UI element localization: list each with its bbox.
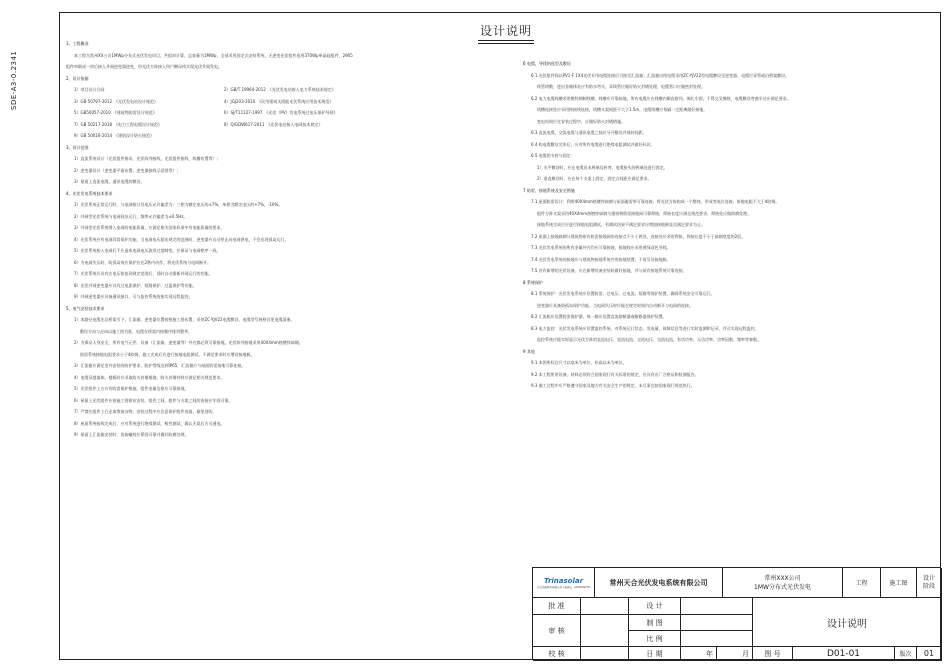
paragraph-line: 4）电缆穿越墙体、楼板时应采取防火封堵措施，防火封堵材料应满足相关规范要求。 (74, 374, 225, 380)
section-heading: 5、电气安装技术要求 (66, 305, 105, 311)
paragraph-line: 9）并网逆变器应具备通讯接口，可与监控系统连接实现远程监控。 (74, 294, 193, 299)
paragraph-line: 7）严禁在组件上行走或堆放杂物，安装过程中应注意保护组件表面，避免划伤。 (74, 409, 217, 414)
check-label: 校 核 (533, 647, 581, 661)
section-heading: 6 电缆、导线的选型及敷设 (523, 61, 571, 66)
paragraph-line: 7.1 屋面防雷设计：利用40X4mm热镀锌扁钢与屋面避雷带可靠连接，将光伏方阵构成一个整体，形成等电位连接，接地电阻不大于4欧姆。 (531, 199, 780, 204)
paragraph-line: 2）并网型光伏系统与电网同步运行，频率允许偏差为±0.5Hz。 (74, 213, 188, 219)
paragraph-line: 6.3 直流电缆、交流电缆与通讯电缆之间应分开敷设并保持间距。 (531, 130, 647, 135)
trina-logo: Trinasolar (543, 576, 584, 585)
paragraph-line: 本工程为常州XX公司1MWp分布式光伏发电项目，共组串计算，总容量为1MWp，全部采用固定式安装系统，无逆变光伏组件选用370Wp单晶硅组件，2905 (74, 52, 353, 58)
paragraph-line: 2）为保证人身安全，所有电气元件、设备（汇流箱、逆变器等）外壳都必须可靠接地。光伏阵列接地采用40X4mm热镀锌扁钢。 (74, 340, 303, 345)
approve-value (581, 598, 629, 615)
standard-item: 5）GB50057-2010 《建筑物防雷设计规范》 (74, 110, 157, 115)
design-stage-line2: 阶段 (922, 582, 935, 590)
paragraph-line: 3）屋面上直流电缆、通讯电缆的敷设。 (74, 179, 145, 184)
approve-label: 批 准 (533, 598, 581, 615)
paragraph-line: 6）为电网失压时，防孤岛效应保护应在2秒内动作，将光伏系统与电网断开。 (74, 259, 212, 265)
review-value (581, 615, 629, 647)
logo-subtitle: 天合光能股份有限公司 / 能源云 · AZQ0CN7TH (537, 585, 590, 589)
standard-row (66, 96, 476, 108)
client-cell (723, 568, 843, 598)
section-heading: 3、设计范围 (66, 144, 89, 150)
paragraph-line: 3）并网型光伏系统馈入电网的电能质量，应满足相关国家标准中对电能质量的要求。 (74, 225, 225, 230)
paragraph-line: 组件方阵支架采用40X4mm热镀锌扁钢与建筑物防雷接地网可靠焊接，焊接长度应满足规范要求，焊接处应做防腐处理。 (537, 210, 752, 216)
page-title: 设计说明 (478, 22, 534, 41)
paragraph-line: 7）光伏系统应具有在电压恢复到规定范围后，延时自动重新并网运行的功能。 (74, 271, 213, 276)
date-label: 日 期 (629, 647, 681, 661)
design-label: 设 计 (629, 598, 681, 615)
paragraph-line: 8.1 系统保护：光伏发电系统应设置防雷、过电压、过电流、短路等保护装置，确保系统安全可靠运行。 (531, 291, 715, 296)
paragraph-line: 6.4 构电缆敷设完毕后，应对所有电缆进行绝缘电阻测试并做好标识。 (531, 141, 655, 147)
left-column (66, 38, 476, 441)
title-block (532, 567, 941, 660)
draw-value (681, 615, 753, 631)
design-value (681, 598, 753, 615)
paragraph-line: 7.5 若有新增的光伏设备，应在新增设备安装时做好接地，并与原有接地系统可靠连接。 (531, 268, 687, 273)
paragraph-line: 变电站间应在安装过程中，应做好防火封堵措施。 (537, 118, 625, 124)
drawing-title: 设计说明 (753, 598, 942, 647)
scale-label: 比 例 (629, 631, 681, 647)
paragraph-line: 6）屋面上光伏组件应按施工图排布安装，组件之间、组件与支架之间的连接应牢固可靠。 (74, 397, 233, 403)
paragraph-line: 9.2 本工程所用设备、材料必须符合国家现行有关标准的规定，应具有出厂合格证和检测报告。 (531, 371, 699, 377)
standard-item: 8）Q/GDW617-2011 《光伏电站接入电网技术规定》 (224, 121, 323, 127)
paragraph-line: 线管明敷，进出各箱体处应有防水弯头，穿线管应做好防火封堵处理，电缆管口应做密封处理。 (537, 84, 705, 89)
paragraph-line: 2）垂直敷设时，应在每个支架上固定，固定点间距应满足要求。 (537, 176, 652, 181)
design-stage-line1: 设计 (922, 574, 935, 582)
paragraph-line: 9.3 施工过程中应严格遵守国家及地方有关安全生产的规定，未尽事宜按国家现行规范执行。 (531, 383, 695, 388)
paragraph-line: 9.1 本图所标注尺寸以毫米为单位，标高以米为单位。 (531, 360, 627, 365)
review-label: 审 核 (533, 615, 581, 647)
paragraph-line: 8.2 汇流箱应设置防雷保护器，每一路应设置直流熔断器或断路器保护装置。 (531, 314, 667, 319)
paragraph-line: 8）屋面系统接线完成后，应对系统进行绝缘测试、极性测试，确认无误后方可通电。 (74, 420, 225, 426)
standard-item: 1）项目设计合同 (74, 87, 105, 92)
drawing-no-label: 图 号 (753, 647, 793, 661)
paragraph-line: 逆变器应具备防孤岛保护功能，当电网失压时应能在规定时间内自动断开与电网的连接。 (537, 302, 693, 308)
paragraph-line: 监控系统应能实时显示光伏方阵的直流电压、直流电流、交流电压、交流电流、有功功率、无功功率、功率因数、频率等参数。 (537, 337, 761, 342)
company-name: 常州天合光伏发电系统有限公司 (595, 568, 723, 598)
drawing-no: D01-01 (793, 647, 895, 661)
project-label: 工程 (843, 568, 881, 598)
paragraph-line: 9）屋面上汇流箱安装时，连接螺栓应紧固可靠并做好防腐处理。 (74, 432, 189, 437)
scale-value (681, 631, 753, 647)
paragraph-line: 1）水平敷设时，应在电缆首末两端及转弯、电缆接头的两端处进行固定。 (537, 164, 668, 170)
paragraph-line: 6.2 电力电缆线槽采用镀锌钢制线槽，线槽应可靠接地，所有电缆应在线槽内顺直排列、绑扎牢固，不得交叉缠绕，电缆敷设弯曲半径应满足要求。 (531, 95, 791, 101)
paragraph-line: 1）光伏系统正常运行时，与电网接口处电压允许偏差为：三相为额定电压的±7%，单相为额定电压的+7%，-10%。 (74, 202, 283, 207)
paragraph-line: 组件串联成一串后接入并网逆变器逆变，经光伏方阵接入用户侧母线实现光伏并网发电。 (66, 64, 222, 69)
section-heading: 1、工程概况 (66, 41, 89, 46)
section-heading: 2、设计依据 (66, 75, 89, 81)
paragraph-line: 6.5 电缆的支持与固定： (531, 153, 575, 158)
project-name: 1MW分布式光伏发电 (754, 583, 811, 591)
paragraph-line: 7.2 屋面上接地扁钢与建筑物原有防雷接地网的连接点不少于两处，连接处应采用焊接，焊接长度不小于扁钢宽度的2倍。 (531, 233, 746, 239)
standard-row (66, 119, 476, 131)
stage-value: 施工图 (881, 568, 917, 598)
right-column (523, 58, 913, 392)
standard-item: 3）GB 50797-2012 《光伏发电站设计规范》 (74, 98, 159, 104)
version-label: 版次 (895, 647, 917, 661)
side-label: SDE-A3-0.2341 (10, 50, 18, 110)
section-heading: 7 防雷、接地系统及安全措施 (523, 187, 575, 193)
paragraph-line: 8.3 电力监控：光伏发电系统应设置监控系统，对系统运行状态、发电量、故障信息等进行实时监测和记录，并可实现远程监控。 (531, 325, 759, 331)
paragraph-line: 2）逆变器设计（逆变器平面布置、逆变器接线示意图等）； (74, 167, 181, 173)
check-value (581, 647, 629, 661)
client-name: 常州XXX公司 (764, 574, 801, 582)
standard-item: 4）JGJ203-2010 《民用建筑太阳能光伏系统应用技术规范》 (224, 98, 334, 104)
date-year: 年 (681, 647, 717, 661)
standard-item: 7）GB 50217-2018 《电力工程电缆设计规范》 (74, 121, 163, 127)
paragraph-line: 5）光伏组件上方应有防雷保护措施，组件金属边框应可靠接地。 (74, 386, 189, 391)
logo-cell (533, 568, 595, 598)
standard-item: 2）GB/T 19964-2012 《光伏发电站接入电力系统技术规定》 (224, 87, 336, 92)
paragraph-line: 6.1 光伏组件间以PV1-F 1X4光伏专用电缆连接后引接至汇流箱；汇流箱出线电缆采用ZC-YJV22型电缆敷设至逆变器，电缆应穿管或沿桥架敷设。 (531, 72, 790, 78)
paragraph-line: 敷设方向与走向以施工图为准，电缆在桥架内按顺序排列整齐。 (80, 328, 192, 334)
standard-row (66, 130, 476, 142)
paragraph-line: 5）光伏系统接入电网后不应造成电网电压波形过度畸变，应保证与电网相序一致。 (74, 248, 221, 253)
version-value: 01 (917, 647, 942, 661)
section-heading: 4、光伏发电系统技术要求 (66, 190, 113, 196)
paragraph-line: 1）直流系统设计（光伏组件排布、光伏阵列接线、光伏组件接线、线槽布置等）； (74, 156, 221, 161)
paragraph-line: 1）本路径电缆先沿桥架引下，汇流箱、逆变器位置按照施工图布置，采用ZC-YJV22电缆敷设，电缆型号规格详见电缆清册。 (74, 317, 295, 322)
section-heading: 8 系统保护 (523, 279, 543, 285)
paragraph-line: 接地系统完成后应进行接地电阻测试，若测试结果不满足要求应增加接地极直至满足要求为止。 (537, 222, 705, 227)
draw-label: 制 图 (629, 615, 681, 631)
paragraph-line: 7.3 光伏发电系统的所有金属外壳均应可靠接地，接地线应采用黄绿双色导线。 (531, 245, 671, 250)
paragraph-line: 防雷系统接地电阻要求小于4欧姆，施工完成后应进行接地电阻测试，不满足要求时应增设接地极。 (80, 351, 255, 357)
date-month: 月 (717, 647, 753, 661)
paragraph-line: 7.4 光伏发电系统的接地应与建筑物接地系统共用接地装置，不再另设接地极。 (531, 256, 671, 262)
section-heading: 9 其他 (523, 348, 535, 354)
design-stage (917, 568, 942, 598)
paragraph-line: 8）光伏并网逆变器应具有过电流保护、短路保护、过温保护等功能。 (74, 282, 197, 288)
paragraph-line: 3）汇流箱应满足室外安装的防护要求，防护等级达到IP65，汇流箱应与屋面防雷接地可靠连接。 (74, 363, 246, 368)
paragraph-line: 4）光伏系统应有电网异常保护功能，当电网电压超出规定的范围时，逆变器应自动停止向电网供电，不会出现孤岛运行。 (74, 236, 289, 242)
standard-item: 6）SJ/T11127-1997 《光伏（PV）发电系统过电压保护导则》 (224, 110, 338, 115)
standard-row (66, 107, 476, 119)
standard-row (66, 84, 476, 96)
paragraph-line: 线槽连接处应采用跨接线连接，线槽支架间距不大于1.5m，电缆线槽应每隔一定距离做好接地。 (537, 107, 708, 112)
standard-item: 9）GB 50016-2014 《建筑设计防火规范》 (74, 133, 155, 138)
